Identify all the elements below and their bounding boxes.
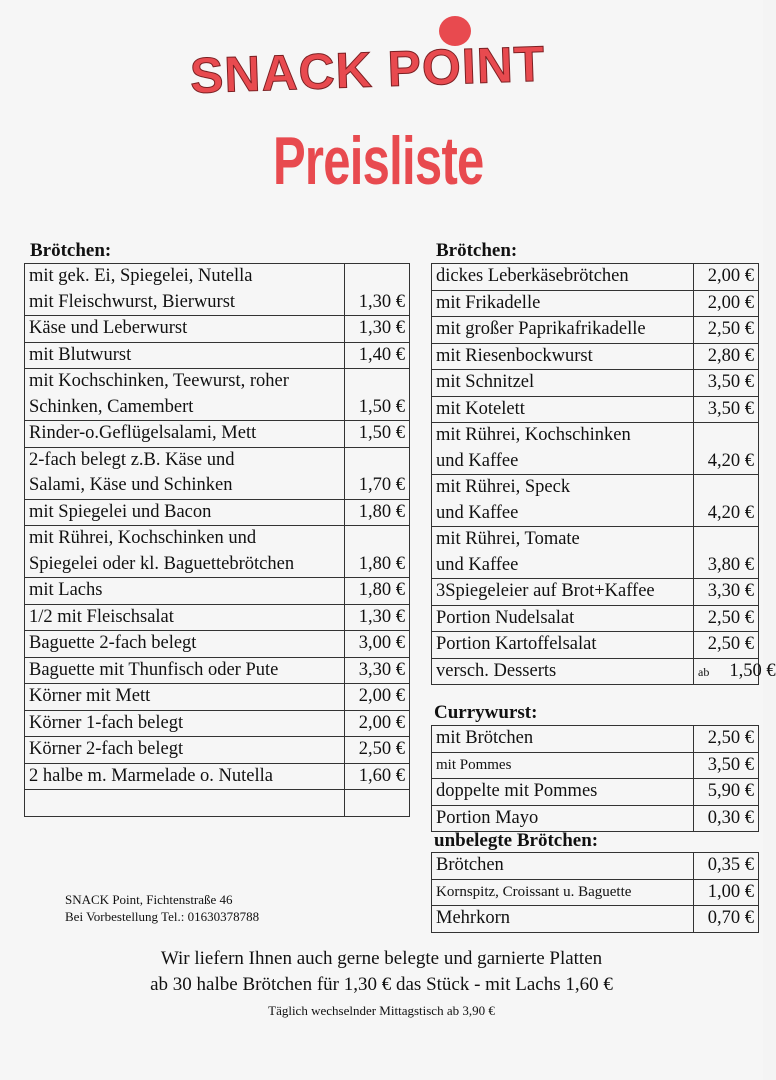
phone-line: Bei Vorbestellung Tel.: 01630378788 [65,909,260,924]
item-price [694,475,759,527]
item-name [25,657,345,684]
item-name-line: 2 halbe m. Marmelade o. Nutella [29,765,274,786]
menu-item-row [432,527,759,579]
item-name [25,447,345,499]
item-name-line: Schinken, Camembert [29,396,194,417]
menu-item-row [432,396,759,423]
item-name-line: mit Blutwurst [29,344,132,365]
menu-item-row [25,526,410,578]
currywurst-table [431,725,759,832]
menu-item-row [432,370,759,397]
price-value: 0,35 € [707,855,754,875]
menu-item-row [432,343,759,370]
menu-item-row [25,499,410,526]
menu-item-row [432,853,759,880]
item-name [25,421,345,448]
item-name-line: und Kaffee [436,554,519,575]
menu-item-row [25,790,410,817]
item-price [345,657,410,684]
price-value: 3,80 € [707,554,754,575]
item-name [432,879,694,906]
item-name [432,726,694,753]
item-price [694,853,759,880]
item-price [694,579,759,606]
menu-item-row [432,317,759,344]
item-name [432,290,694,317]
price-value: 3,00 € [358,633,405,653]
price-value: 3,30 € [358,659,405,680]
menu-item-row [25,369,410,421]
footer-lunch: Täglich wechselnder Mittagstisch ab 3,90 € [268,1003,495,1018]
price-value: 1,50 € [729,660,776,681]
item-price [345,604,410,631]
menu-item-row [25,763,410,790]
right-price-table [431,263,776,685]
price-value: 2,50 € [358,739,405,759]
price-value: 3,50 € [707,754,754,775]
item-name-line: mit Brötchen [436,728,534,748]
item-name-line: Baguette mit Thunfisch oder Pute [29,659,279,680]
item-price [345,499,410,526]
item-name [432,370,694,397]
item-price [345,790,410,817]
item-name [25,763,345,790]
menu-item-row [25,737,410,764]
menu-item-row [432,475,759,527]
logo-subtitle: Preisliste [273,123,484,199]
menu-item-row [432,423,759,475]
item-price [694,317,759,344]
menu-item-row [25,421,410,448]
logo-title: SNACK POINT [189,35,547,104]
menu-item-row [432,658,759,685]
item-name-line: mit Frikadelle [436,292,541,313]
item-name [432,779,694,806]
item-price [694,605,759,632]
item-price [345,447,410,499]
item-name-line: mit Rührei, Speck [436,477,571,497]
item-name-line: mit Rührei, Kochschinken und [29,528,257,548]
menu-item-row [432,605,759,632]
price-value: 3,50 € [707,372,754,392]
price-value: 0,70 € [707,908,754,928]
item-price [694,658,776,685]
right-section-title: Brötchen: [436,240,518,261]
item-name-line: mit Schnitzel [436,372,535,392]
item-name-line: Salami, Käse und Schinken [29,475,233,495]
item-name-line: Portion Mayo [436,807,539,828]
item-name-line: Portion Kartoffelsalat [436,634,597,654]
item-name-line: Spiegelei oder kl. Baguettebrötchen [29,553,295,574]
menu-item-row [432,726,759,753]
item-name [432,423,694,475]
item-name-line: Rinder-o.Geflügelsalami, Mett [29,423,257,443]
price-value: 0,30 € [707,807,754,828]
menu-item-row [25,710,410,737]
menu-item-row [432,805,759,832]
price-note: ab [698,664,710,679]
price-value: 4,20 € [707,502,754,523]
menu-item-row [432,264,759,291]
item-name-line: Baguette 2-fach belegt [29,633,197,653]
item-price [694,527,759,579]
item-price [694,879,759,906]
item-price [345,631,410,658]
menu-item-row [25,342,410,369]
price-value: 1,70 € [358,475,405,495]
price-value: 2,50 € [707,728,754,748]
item-name [432,396,694,423]
item-name-line: mit Spiegelei und Bacon [29,501,212,522]
item-name-line: 1/2 mit Fleischsalat [29,606,174,627]
price-value: 1,30 € [358,318,405,338]
item-price [345,684,410,711]
item-name [432,527,694,579]
item-name [25,499,345,526]
menu-item-row [25,657,410,684]
menu-item-row [432,579,759,606]
price-value: 1,40 € [358,344,405,365]
price-value: 1,30 € [358,606,405,627]
item-name-line: Kornspitz, Croissant u. Baguette [436,883,632,900]
price-value: 1,60 € [358,765,405,786]
item-price [694,343,759,370]
menu-item-row [432,906,759,933]
item-name-line: und Kaffee [436,450,519,471]
item-name [25,316,345,343]
menu-item-row [432,290,759,317]
price-value: 1,80 € [358,580,405,600]
item-price [694,726,759,753]
item-name [25,604,345,631]
item-price [345,316,410,343]
item-name-line: 2-fach belegt z.B. Käse und [29,449,235,470]
price-value: 2,00 € [707,292,754,313]
item-name [432,317,694,344]
footer-line-1: Wir liefern Ihnen auch gerne belegte und garnierte Platten [160,948,603,969]
item-name [25,710,345,737]
item-name-line: 3Spiegeleier auf Brot+Kaffee [436,581,655,601]
item-name-line: mit Lachs [29,580,103,600]
item-name [25,526,345,578]
item-price [345,710,410,737]
item-name-line: Portion Nudelsalat [436,607,575,628]
item-name-line: Körner mit Mett [29,686,151,706]
item-name-line: Mehrkorn [436,908,510,928]
item-price [345,369,410,421]
item-name [432,605,694,632]
item-name [432,805,694,832]
menu-item-row [432,879,759,906]
item-name-line: mit Pommes [436,756,512,773]
menu-item-row [25,684,410,711]
item-name-line: mit Fleischwurst, Bierwurst [29,291,236,312]
item-name-line: doppelte mit Pommes [436,781,598,801]
item-name-line: Brötchen [436,855,504,875]
menu-item-row [25,604,410,631]
item-price [694,752,759,779]
menu-item-row [25,447,410,499]
price-value: 1,30 € [358,291,405,312]
item-name [432,906,694,933]
price-value: 2,00 € [707,266,754,286]
price-value: 2,50 € [707,319,754,339]
item-name [25,578,345,605]
address-line: SNACK Point, Fichtenstraße 46 [65,892,233,907]
item-name-line: mit Kochschinken, Teewurst, roher [29,371,289,391]
item-name [432,475,694,527]
item-price [694,632,759,659]
price-value: 2,00 € [358,686,405,706]
item-price [694,264,759,291]
price-value: 1,50 € [358,423,405,443]
item-price [694,805,759,832]
price-value: 3,50 € [707,398,754,419]
item-price [694,779,759,806]
item-price [345,342,410,369]
item-name [432,853,694,880]
price-value: 1,80 € [358,501,405,522]
price-value: 2,50 € [707,634,754,654]
item-name [25,369,345,421]
item-name [432,632,694,659]
menu-item-row [432,632,759,659]
currywurst-title: Currywurst: [434,702,538,723]
item-name [432,579,694,606]
item-name [25,264,345,316]
item-name-line: mit Rührei, Tomate [436,529,580,549]
unbelegt-table [431,852,759,933]
price-value: 3,30 € [707,581,754,601]
item-name-line: mit großer Paprikafrikadelle [436,319,646,339]
address-block [65,891,259,925]
item-price [694,290,759,317]
menu-item-row [25,264,410,316]
item-name-line: Körner 1-fach belegt [29,712,184,733]
item-name [25,631,345,658]
item-name-line: Käse und Leberwurst [29,318,188,338]
price-value: 1,50 € [358,396,405,417]
menu-item-row [25,631,410,658]
item-price [345,526,410,578]
menu-item-row [432,779,759,806]
menu-item-row [432,752,759,779]
left-price-table [24,263,410,817]
left-section-title: Brötchen: [30,240,112,261]
item-price [345,264,410,316]
price-value: 1,80 € [358,553,405,574]
item-name [432,264,694,291]
price-value: 2,80 € [707,345,754,366]
item-price [345,421,410,448]
item-name-line: Körner 2-fach belegt [29,739,184,759]
item-name-line: mit Kotelett [436,398,525,419]
price-value: 4,20 € [707,450,754,471]
item-price [694,396,759,423]
menu-item-row [25,578,410,605]
footer-delivery [0,946,763,998]
item-name-line: mit Rührei, Kochschinken [436,425,631,445]
menu-item-row [25,316,410,343]
item-name [25,342,345,369]
item-price [345,763,410,790]
item-name [432,343,694,370]
item-name-line: und Kaffee [436,502,519,523]
item-name [432,658,694,685]
item-name [25,684,345,711]
item-name-line: mit Riesenbockwurst [436,345,593,366]
item-name-line: dickes Leberkäsebrötchen [436,266,629,286]
unbelegt-title: unbelegte Brötchen: [434,830,599,851]
item-price [345,578,410,605]
price-value: 2,50 € [707,607,754,628]
item-name [25,790,345,817]
item-name-line: mit gek. Ei, Spiegelei, Nutella [29,266,253,286]
item-price [345,737,410,764]
item-name [432,752,694,779]
item-price [694,370,759,397]
price-value: 1,00 € [707,881,754,902]
footer-line-2: ab 30 halbe Brötchen für 1,30 € das Stück - mit Lachs 1,60 € [150,974,613,995]
item-price [694,906,759,933]
item-price [694,423,759,475]
item-name-line: versch. Desserts [436,660,557,681]
price-value: 2,00 € [358,712,405,733]
item-name-line [29,790,340,816]
price-value: 5,90 € [707,781,754,801]
item-name [25,737,345,764]
